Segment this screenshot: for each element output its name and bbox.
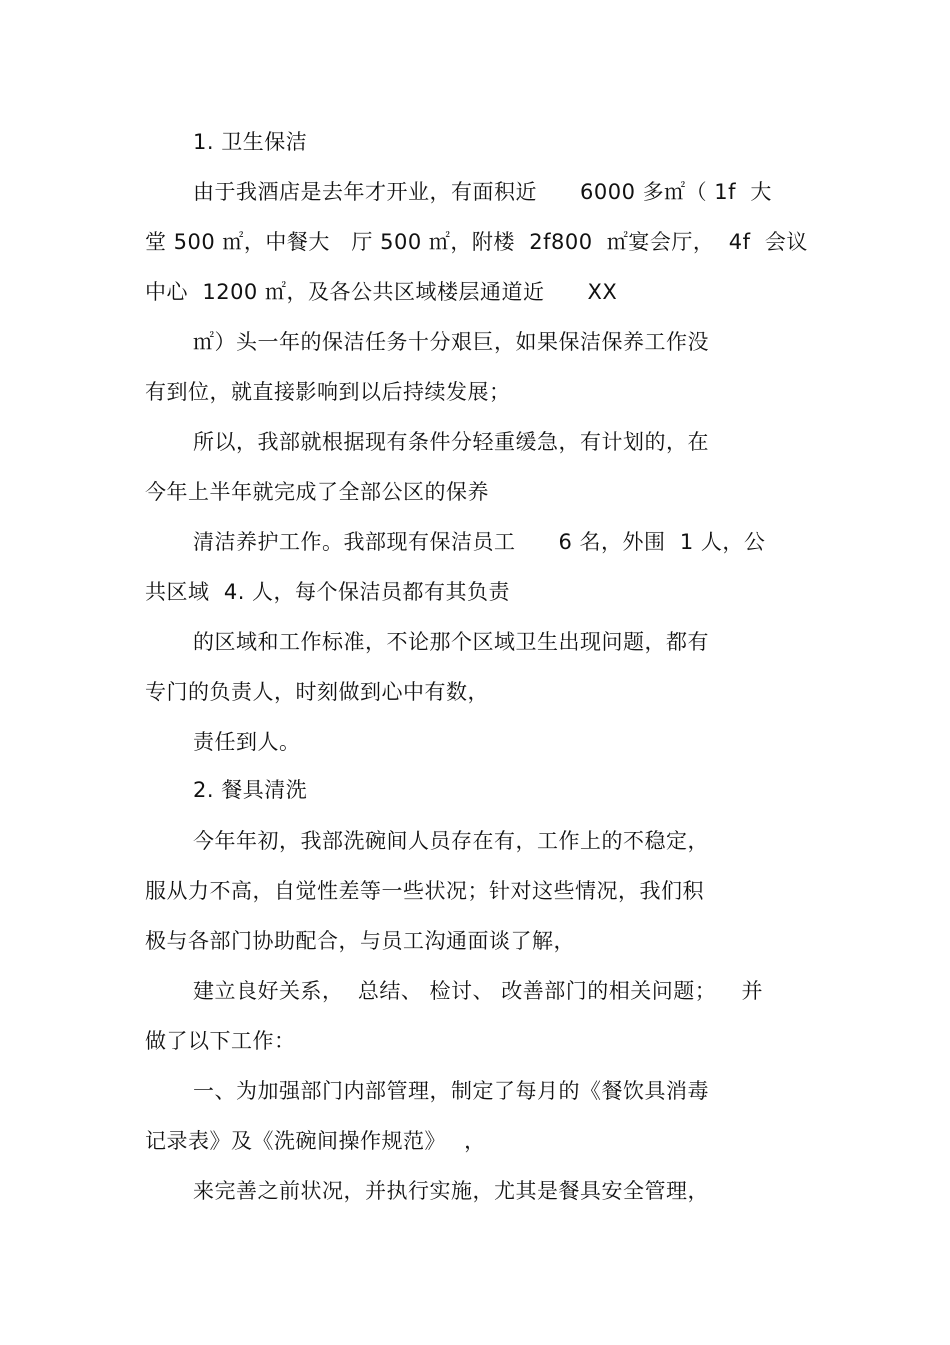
paragraph-line: 共区域 4. 人，每个保洁员都有其负责 <box>145 580 511 604</box>
paragraph-line: 做了以下工作： <box>145 1029 296 1053</box>
paragraph-line: 堂 500 ㎡，中餐大 厅 500 ㎡，附楼 2f800 ㎡宴会厅， 4f 会议 <box>145 230 808 254</box>
paragraph-line: 服从力不高，自觉性差等一些状况；针对这些情况，我们积 <box>145 879 704 903</box>
paragraph-line: 建立良好关系， 总结、 检讨、 改善部门的相关问题； 并 <box>193 979 764 1003</box>
paragraph-line: 极与各部门协助配合，与员工沟通面谈了解， <box>145 929 575 953</box>
paragraph-line: 所以，我部就根据现有条件分轻重缓急，有计划的，在 <box>193 430 709 454</box>
paragraph-line: 由于我酒店是去年才开业，有面积近 6000 多㎡（ 1f 大 <box>193 180 772 204</box>
paragraph-line: 中心 1200 ㎡，及各公共区域楼层通道近 XX <box>145 280 618 304</box>
paragraph-line: 责任到人。 <box>193 730 301 754</box>
section-heading-tableware: 2. 餐具清洗 <box>193 778 308 802</box>
paragraph-line: 有到位，就直接影响到以后持续发展； <box>145 380 511 404</box>
paragraph-line: 的区域和工作标准，不论那个区域卫生出现问题，都有 <box>193 630 709 654</box>
paragraph-line: 清洁养护工作。我部现有保洁员工 6 名，外围 1 人，公 <box>193 530 766 554</box>
paragraph-line: 一、为加强部门内部管理，制定了每月的《餐饮具消毒 <box>193 1079 709 1103</box>
section-heading-sanitation: 1. 卫生保洁 <box>193 130 308 154</box>
paragraph-line: 来完善之前状况，并执行实施，尤其是餐具安全管理， <box>193 1179 709 1203</box>
paragraph-line: 今年年初，我部洗碗间人员存在有，工作上的不稳定， <box>193 829 709 853</box>
paragraph-line: 今年上半年就完成了全部公区的保养 <box>145 480 489 504</box>
paragraph-line: ㎡）头一年的保洁任务十分艰巨，如果保洁保养工作没 <box>193 330 709 354</box>
paragraph-line: 记录表》及《洗碗间操作规范》 ， <box>145 1129 486 1153</box>
paragraph-line: 专门的负责人，时刻做到心中有数， <box>145 680 489 704</box>
